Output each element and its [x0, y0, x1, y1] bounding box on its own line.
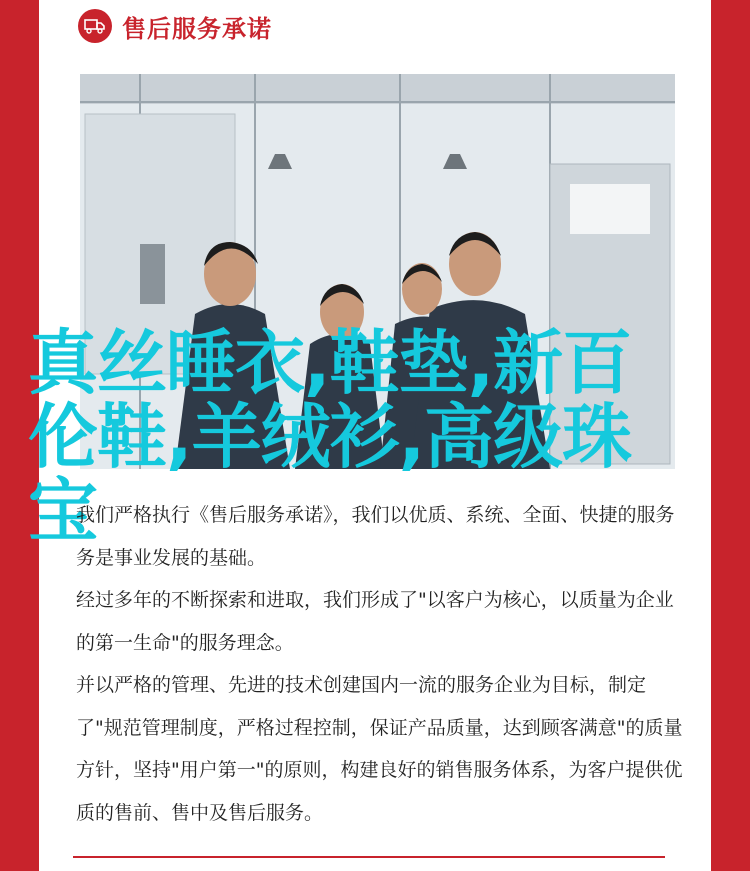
header-title: 售后服务承诺 [122, 14, 272, 43]
truck-icon [78, 9, 112, 43]
divider [73, 856, 665, 858]
paragraph-1: 我们严格执行《售后服务承诺》，我们以优质、系统、全面、快捷的服务务是事业发展的基础。 [76, 504, 675, 569]
section-header [78, 8, 272, 44]
overlay-keywords: 真丝睡衣,鞋垫,新百伦鞋,羊绒衫,高级珠宝 [28, 322, 632, 552]
body-text [76, 494, 686, 834]
paragraph-2: 经过多年的不断探索和进取，我们形成了"以客户为核心，以质量为企业的第一生命"的服务理念。 [76, 589, 674, 654]
paragraph-3: 并以严格的管理、先进的技术创建国内一流的服务企业为目标，制定了"规范管理制度，严格过程控制，保证产品质量，达到顾客满意"的质量方针，坚持"用户第一"的原则，构建良好的销售服务体系，为客户提供优质的售前、售中及售后服务。 [76, 674, 683, 824]
